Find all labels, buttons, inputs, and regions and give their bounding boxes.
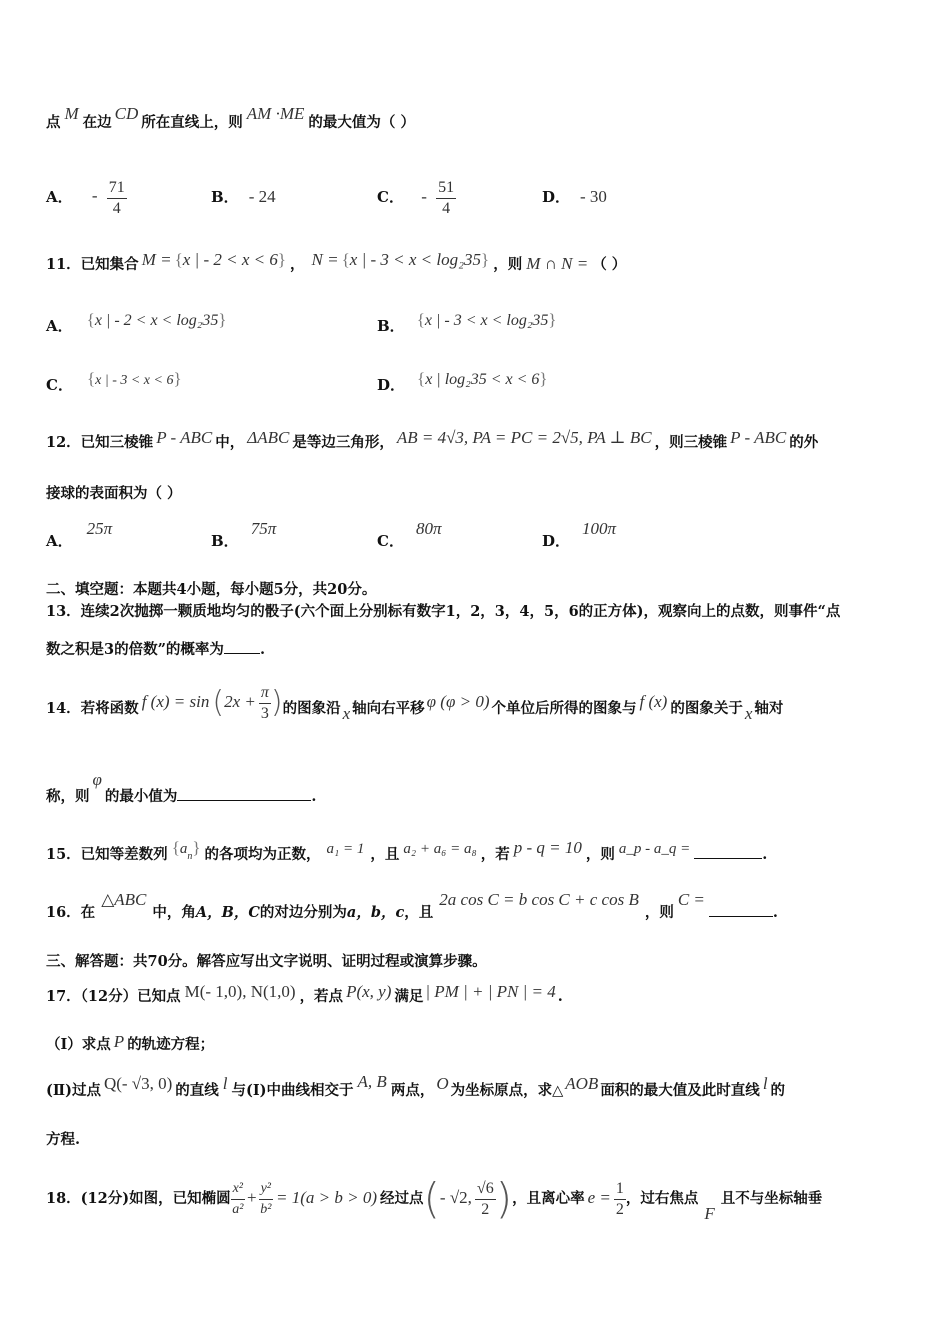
q15-stem: 15．已知等差数列 $\{a_n\}$ 的各项均为正数， a₁ = 1 ，且 a₂ + a₆ = a₈ ，若 p - q = 10 ，则 a_p - a_q = . (46, 838, 768, 863)
q10-stem: 点 M 在边 CD 所在直线上，则 AM ·ME 的最大值为（ ） (46, 104, 415, 131)
q12-option-d[interactable]: D．100π (542, 519, 617, 550)
section-heading-solutions: 三、解答题：共70分。解答应写出文字说明、证明过程或演算步骤。 (46, 953, 487, 970)
q11-stem: 11．已知集合 M = {x | - 2 < x < 6} ， N = {x | - 3 < x < log₂35} ，则 M ∩ N = （ ） (46, 250, 627, 273)
section-heading-fill-in: 二、填空题：本题共4小题，每小题5分，共20分。 (46, 581, 377, 598)
q10-option-a[interactable]: A． - $\frac{71}{4}$ (46, 178, 125, 217)
fraction: $\frac{√6}{2}$ (476, 1179, 494, 1218)
fraction: $\frac{\text{y²}}{\text{b²}}$ (260, 1180, 272, 1217)
q17-part2-line2: 方程. (46, 1131, 81, 1148)
answer-blank[interactable] (709, 916, 773, 917)
q11-option-c[interactable]: C． {x | - 3 < x < 6} (46, 369, 182, 394)
q14-line2: 称，则φ的最小值为 . (46, 770, 317, 805)
q17-part2: (Ⅱ)过点 Q(- √3, 0) 的直线 l 与(Ⅰ)中曲线相交于 A, B 两点， O 为坐标原点，求△ AOB 面积的最大值及此时直线 l 的 (46, 1072, 786, 1099)
fraction: $\frac{1}{2}$ (615, 1179, 624, 1218)
q13-line2: 数之积是3的倍数”的概率为 . (46, 641, 265, 658)
q12-stem: 12．已知三棱锥 P - ABC 中， ΔABC 是等边三角形， AB = 4√3, PA = PC = 2√5, PA ⊥ BC ，则三棱锥 P - ABC 的外 (46, 428, 819, 451)
q12-option-c[interactable]: C．80π (377, 519, 442, 550)
q14-stem: 14．若将函数 f (x) = sin (2x + $\frac{\pi}{3}$ )的图象沿 x 轴向右平移 φ (φ > 0) 个单位后所得的图象与 f (x) 的图象关于 x 轴对 (46, 683, 784, 723)
q11-option-a[interactable]: A． {x | - 2 < x < log₂35} (46, 310, 227, 335)
answer-blank[interactable] (177, 800, 311, 801)
q10-option-d[interactable]: D． - 30 (542, 187, 607, 206)
q12-option-b[interactable]: B．75π (211, 519, 277, 550)
answer-blank[interactable] (224, 653, 260, 654)
fraction: $\frac{51}{4}$ (438, 178, 455, 217)
q12-stem-line2: 接球的表面积为（ ） (46, 485, 182, 502)
q10-option-c[interactable]: C． - $\frac{51}{4}$ (377, 178, 455, 217)
q12-option-a[interactable]: A．25π (46, 519, 113, 550)
q17-part1: （Ⅰ）求点 P 的轨迹方程； (46, 1032, 215, 1053)
q10-option-b[interactable]: B． - 24 (211, 187, 276, 206)
q13-line1: 13．连续2次抛掷一颗质地均匀的骰子(六个面上分别标有数字1，2，3，4，5，6的正方体)，观察向上的点数，则事件“点 (46, 603, 841, 620)
fraction: $\frac{71}{4}$ (108, 178, 125, 217)
q11-option-d[interactable]: D． {x | log₂35 < x < 6} (377, 369, 548, 394)
q16-stem: 16．在△ABC中，角A，B，C的对边分别为a，b，c，且2a cos C = b cos C + c cos B，则C =. (46, 890, 778, 921)
q17-stem: 17．（12分）已知点 M(- 1,0), N(1,0) ，若点 P(x, y) 满足 | PM | + | PN | = 4 . (46, 982, 563, 1005)
answer-blank[interactable] (694, 858, 762, 859)
q18-stem: 18．(12分)如图，已知椭圆 $\frac{\text{x²}}{\text{a²}}$ + $\frac{\text{y²}}{\text{b²}}$ = 1(a > b > 0) 经过点(- √2, $\frac{√6}{2}$ )，且离心率 e = $\frac{1}{2}$ ，过右焦点F且不与坐标轴垂 (46, 1174, 823, 1223)
fraction: $\frac{\pi}{3}$ (260, 683, 269, 722)
q11-option-b[interactable]: B． {x | - 3 < x < log₂35} (377, 310, 557, 335)
fraction: $\frac{\text{x²}}{\text{a²}}$ (232, 1180, 244, 1217)
